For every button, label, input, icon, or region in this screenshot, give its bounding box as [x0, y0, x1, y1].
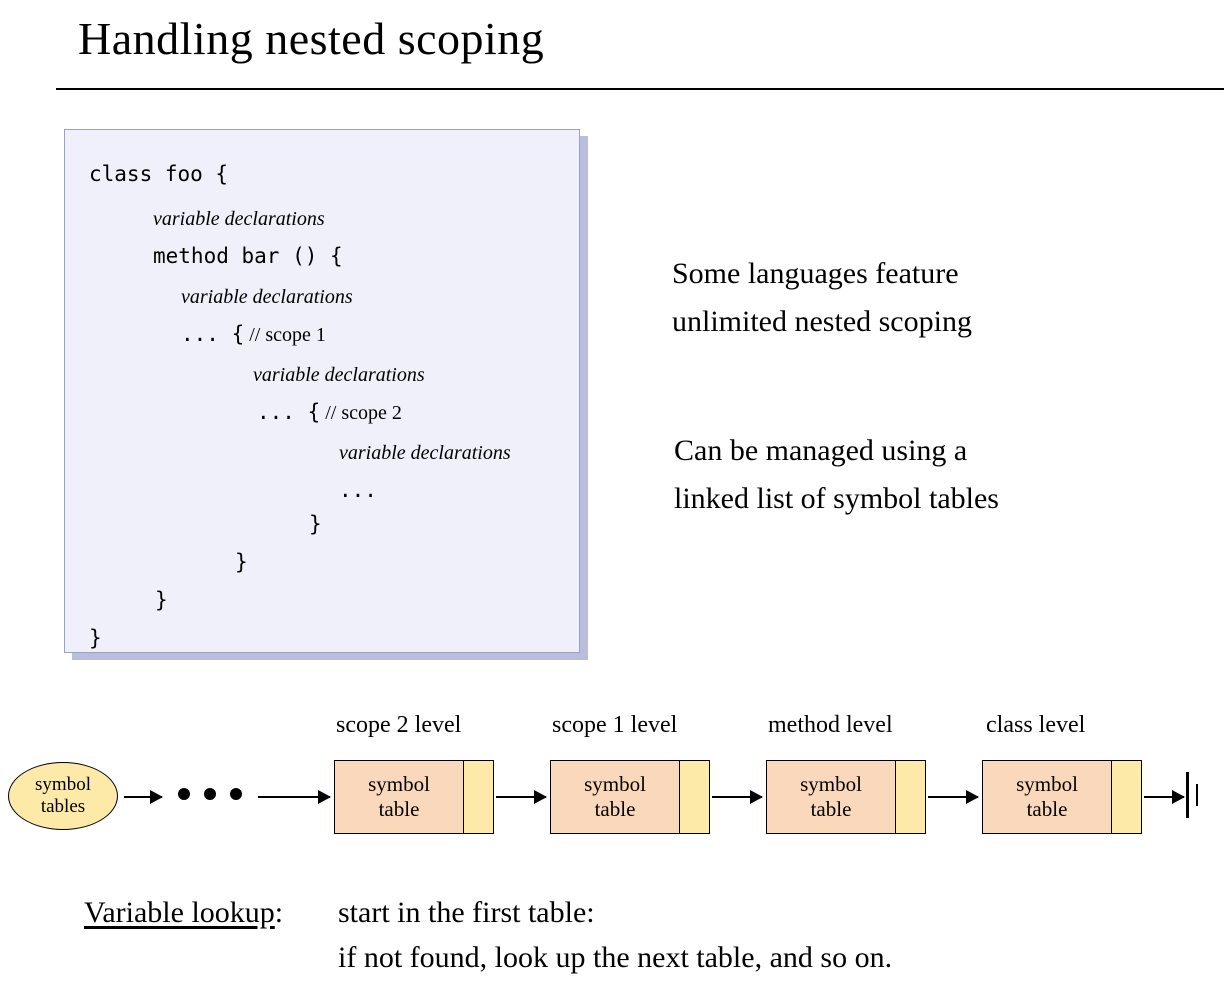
node-body — [982, 760, 1112, 834]
variable-lookup-underlined: Variable lookup — [84, 896, 275, 929]
dot-icon — [204, 788, 216, 800]
node-body — [334, 760, 464, 834]
code-token: ... { — [257, 400, 321, 424]
prose-line: unlimited nested scoping — [672, 305, 972, 338]
arrow-node-4-to-terminator — [1144, 796, 1184, 798]
code-line-9: ... — [339, 478, 377, 502]
page-title: Handling nested scoping — [78, 13, 545, 64]
symbol-table-node-scope-1 — [550, 760, 710, 834]
code-line-4 — [181, 284, 353, 309]
code-line-11: } — [235, 550, 248, 574]
code-line-2 — [153, 206, 325, 231]
ellipsis-dots — [178, 788, 242, 800]
node-pointer-cell — [896, 760, 926, 834]
symbol-table-node-class — [982, 760, 1142, 834]
code-line-10: } — [309, 512, 322, 536]
start-node-line-2: tables — [40, 796, 86, 817]
prose-paragraph-1 — [672, 250, 972, 346]
code-italic-text: variable declarations — [253, 364, 425, 386]
node-line-2: table — [810, 797, 852, 821]
node-pointer-cell — [464, 760, 494, 834]
title-divider — [56, 88, 1224, 90]
node-body — [550, 760, 680, 834]
node-line-1: symbol — [1016, 772, 1078, 796]
arrow-node-3-to-4 — [928, 796, 978, 798]
code-line-13: } — [89, 626, 102, 650]
code-italic-text: variable declarations — [153, 208, 325, 230]
code-line-8 — [339, 440, 511, 465]
symbol-tables-start-node — [8, 762, 118, 830]
node-label-class: class level — [986, 712, 1086, 738]
prose-line: Can be managed using a — [674, 434, 968, 467]
node-pointer-cell — [680, 760, 710, 834]
node-pointer-cell — [1112, 760, 1142, 834]
code-comment: // scope 1 — [249, 324, 326, 346]
code-line-12: } — [155, 588, 168, 612]
node-body — [766, 760, 896, 834]
symbol-table-node-method — [766, 760, 926, 834]
arrow-start-to-ellipsis — [124, 796, 162, 798]
node-label-method: method level — [768, 712, 893, 738]
prose-paragraph-2 — [674, 427, 999, 523]
code-example-box — [64, 129, 580, 653]
node-line-2: table — [378, 797, 420, 821]
code-italic-text: variable declarations — [339, 442, 511, 464]
code-line-6 — [253, 362, 425, 387]
prose-line: Some languages feature — [672, 257, 959, 290]
code-line-5 — [181, 322, 326, 347]
node-label-scope-1: scope 1 level — [552, 712, 678, 738]
code-line-3: method bar () { — [153, 244, 343, 268]
null-terminator-icon — [1186, 772, 1189, 818]
node-line-1: symbol — [584, 772, 646, 796]
code-token: ... { — [181, 322, 245, 346]
code-line-7 — [257, 400, 402, 425]
dot-icon — [178, 788, 190, 800]
code-comment: // scope 2 — [325, 402, 402, 424]
prose-line: linked list of symbol tables — [674, 482, 999, 515]
arrow-node-2-to-3 — [712, 796, 762, 798]
variable-lookup-label — [84, 896, 283, 930]
code-line-1: class foo { — [89, 162, 229, 186]
node-line-2: table — [594, 797, 636, 821]
arrow-ellipsis-to-node-1 — [258, 796, 330, 798]
node-line-2: table — [1026, 797, 1068, 821]
variable-lookup-colon: : — [274, 896, 284, 929]
arrow-node-1-to-2 — [496, 796, 546, 798]
code-italic-text: variable declarations — [181, 286, 353, 308]
dot-icon — [230, 788, 242, 800]
node-label-scope-2: scope 2 level — [336, 712, 462, 738]
node-line-1: symbol — [368, 772, 430, 796]
lookup-description-line-2: if not found, look up the next table, and so on. — [338, 941, 893, 974]
node-line-1: symbol — [800, 772, 862, 796]
null-terminator-tick-icon — [1196, 784, 1198, 806]
lookup-description-line-1: start in the first table: — [338, 896, 595, 929]
start-node-line-1: symbol — [35, 774, 91, 795]
symbol-table-node-scope-2 — [334, 760, 494, 834]
